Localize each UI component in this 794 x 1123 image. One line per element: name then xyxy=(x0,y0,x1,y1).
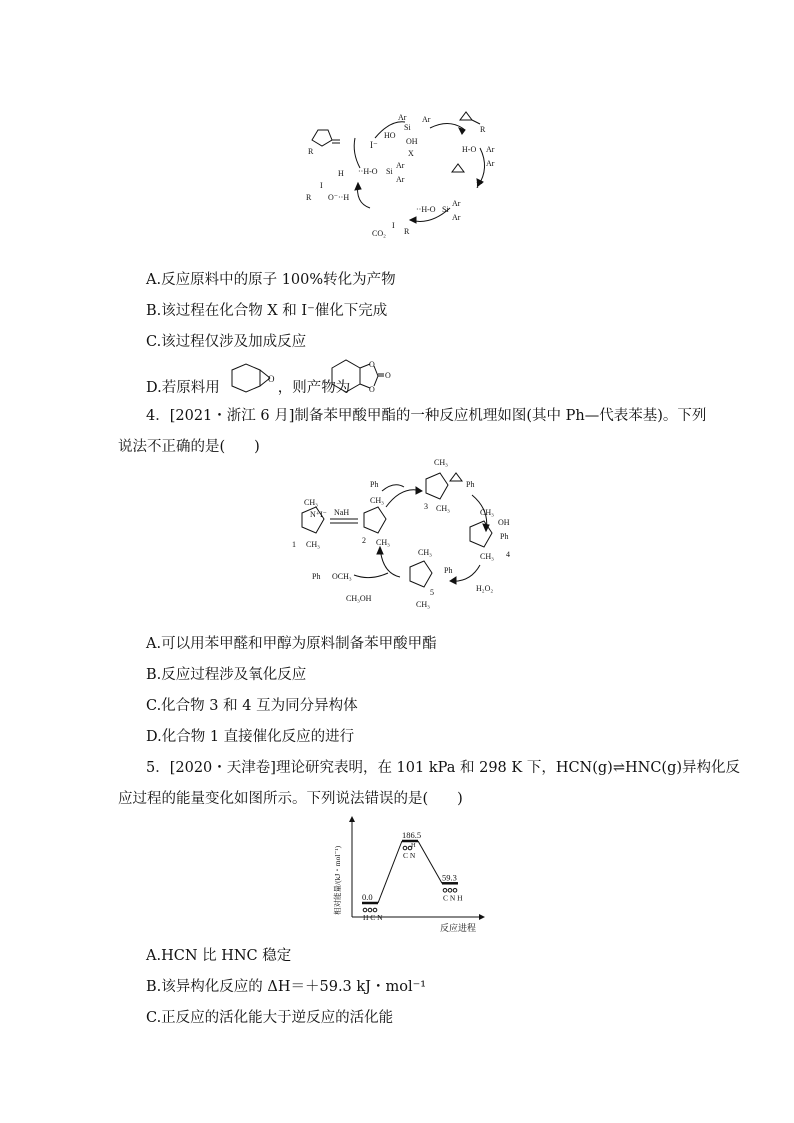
oh-label: OH xyxy=(498,518,510,527)
svg-text:Ar: Ar xyxy=(486,145,495,154)
ester-label: OCH₃ xyxy=(332,572,352,581)
svg-text:Ph: Ph xyxy=(312,572,321,581)
i-label: I xyxy=(320,181,323,190)
svg-text:Ph: Ph xyxy=(466,480,475,489)
q5-option-c: C.正反应的活化能大于逆反应的活化能 xyxy=(146,1010,394,1026)
q3-option-c: C.该过程仅涉及加成反应 xyxy=(146,334,307,350)
r-label: R xyxy=(308,147,314,156)
q3-option-a: A.反应原料中的原子 100%转化为产物 xyxy=(146,272,396,288)
compound-5-label: 5 xyxy=(430,588,434,597)
q4-stem-line2: 说法不正确的是( ) xyxy=(118,439,260,455)
q3-option-d-middle: ，则产物为 xyxy=(277,380,351,396)
product-carbonate-structure xyxy=(328,356,392,398)
si-label: Si xyxy=(404,123,411,132)
atom-marker xyxy=(373,908,377,912)
ts-h-label: H xyxy=(411,842,416,849)
compound-x-label: X xyxy=(408,149,414,158)
species-label: C N H xyxy=(443,893,463,903)
energy-connector xyxy=(378,841,402,903)
q5-stem-line2: 应过程的能量变化如图所示。下列说法错误的是( ) xyxy=(118,791,463,807)
q4-option-a: A.可以用苯甲醛和甲醇为原料制备苯甲酸甲酯 xyxy=(146,636,437,652)
svg-text:CH₃: CH₃ xyxy=(434,458,448,467)
svg-text:Si: Si xyxy=(442,205,449,214)
svg-text:O: O xyxy=(385,371,391,380)
svg-text:O: O xyxy=(369,360,375,369)
svg-text:I: I xyxy=(392,221,395,230)
svg-text:CH₃: CH₃ xyxy=(376,538,390,547)
atom-marker xyxy=(368,908,372,912)
ar-label: Ar xyxy=(422,115,431,124)
atom-marker xyxy=(448,888,452,892)
x-axis-label: 反应进程 xyxy=(440,923,477,933)
species-label: H C N xyxy=(363,913,383,922)
svg-text:Si: Si xyxy=(386,167,393,176)
svg-text:CH₃: CH₃ xyxy=(306,540,320,549)
svg-text:Ph: Ph xyxy=(444,566,453,575)
y-axis-label: 相对能量/(kJ・mol⁻¹) xyxy=(333,845,342,915)
svg-text:Ph: Ph xyxy=(500,532,509,541)
q4-option-c: C.化合物 3 和 4 互为同分异构体 xyxy=(146,698,358,714)
svg-text:H-O: H-O xyxy=(462,145,477,154)
atom-marker xyxy=(443,888,447,892)
svg-text:I⁻: I⁻ xyxy=(476,181,483,190)
iodide-label: I⁻ xyxy=(370,140,378,150)
svg-text:Ar: Ar xyxy=(396,175,405,184)
svg-text:O⁻··H: O⁻··H xyxy=(328,193,350,202)
svg-text:CH₃: CH₃ xyxy=(418,548,432,557)
h-label: H xyxy=(338,169,344,178)
ph-label: Ph xyxy=(370,480,379,489)
h2o2-label: H₂O₂ xyxy=(476,584,494,593)
q3-option-d-prefix: D.若原料用 xyxy=(146,380,220,396)
svg-text:CH₃: CH₃ xyxy=(436,504,450,513)
compound-2-label: 2 xyxy=(362,536,366,545)
energy-value-label: 186.5 xyxy=(402,830,422,840)
svg-text:Ar: Ar xyxy=(396,161,405,170)
svg-text:CH₃: CH₃ xyxy=(416,600,430,609)
energy-connector xyxy=(418,841,442,883)
q3-option-b: B.该过程在化合物 X 和 I⁻催化下完成 xyxy=(146,303,388,319)
svg-text:Ar: Ar xyxy=(486,159,495,168)
atom-marker xyxy=(403,846,407,850)
q3-mechanism-figure xyxy=(300,108,510,250)
r-label: R xyxy=(480,125,486,134)
svg-text:N⁺I⁻: N⁺I⁻ xyxy=(310,510,327,519)
atom-marker xyxy=(453,888,457,892)
q4-option-b: B.反应过程涉及氧化反应 xyxy=(146,667,307,683)
svg-text:··H-O: ··H-O xyxy=(416,205,436,214)
svg-text:R: R xyxy=(404,227,410,236)
atom-marker xyxy=(363,908,367,912)
q4-option-d: D.化合物 1 直接催化反应的进行 xyxy=(146,729,355,745)
q4-mechanism-figure xyxy=(290,455,525,620)
svg-text:CH₃: CH₃ xyxy=(304,498,318,507)
compound-3-label: 3 xyxy=(424,502,428,511)
ho-label: HO xyxy=(384,131,396,140)
svg-text:R: R xyxy=(306,193,312,202)
ar-label: Ar xyxy=(398,113,407,122)
q5-option-b: B.该异构化反应的 ΔH＝＋59.3 kJ・mol⁻¹ xyxy=(146,979,427,995)
cyclohexene-oxide-structure xyxy=(222,362,278,398)
svg-text:CH₃: CH₃ xyxy=(480,508,494,517)
svg-text:CH₃: CH₃ xyxy=(480,552,494,561)
q5-stem-line1: 5．[2020・天津卷]理论研究表明，在 101 kPa 和 298 K 下，HCN(g)⇌HNC(g)异构化反 xyxy=(146,760,741,776)
q4-stem-line1: 4．[2021・浙江 6 月]制备苯甲酸甲酯的一种反应机理如图(其中 Ph—代表苯基)。下列 xyxy=(146,408,707,424)
svg-text:Ar: Ar xyxy=(452,199,461,208)
energy-value-label: 0.0 xyxy=(362,892,373,902)
energy-value-label: 59.3 xyxy=(442,872,457,883)
svg-text:CH₃: CH₃ xyxy=(370,496,384,505)
compound-4-label: 4 xyxy=(506,550,510,559)
q5-energy-diagram xyxy=(330,815,490,937)
co2-label: CO₂ xyxy=(372,229,386,238)
species-label: C N xyxy=(403,851,416,860)
svg-text:O: O xyxy=(369,385,375,394)
oh-label: OH xyxy=(406,137,418,146)
svg-text:Ar: Ar xyxy=(452,213,461,222)
q5-option-a: A.HCN 比 HNC 稳定 xyxy=(146,948,292,964)
methanol-label: CH₃OH xyxy=(346,594,372,603)
svg-text:O: O xyxy=(268,374,275,384)
svg-text:··H-O: ··H-O xyxy=(358,167,378,176)
compound-1-label: 1 xyxy=(292,540,296,549)
nah-label: NaH xyxy=(334,508,350,517)
